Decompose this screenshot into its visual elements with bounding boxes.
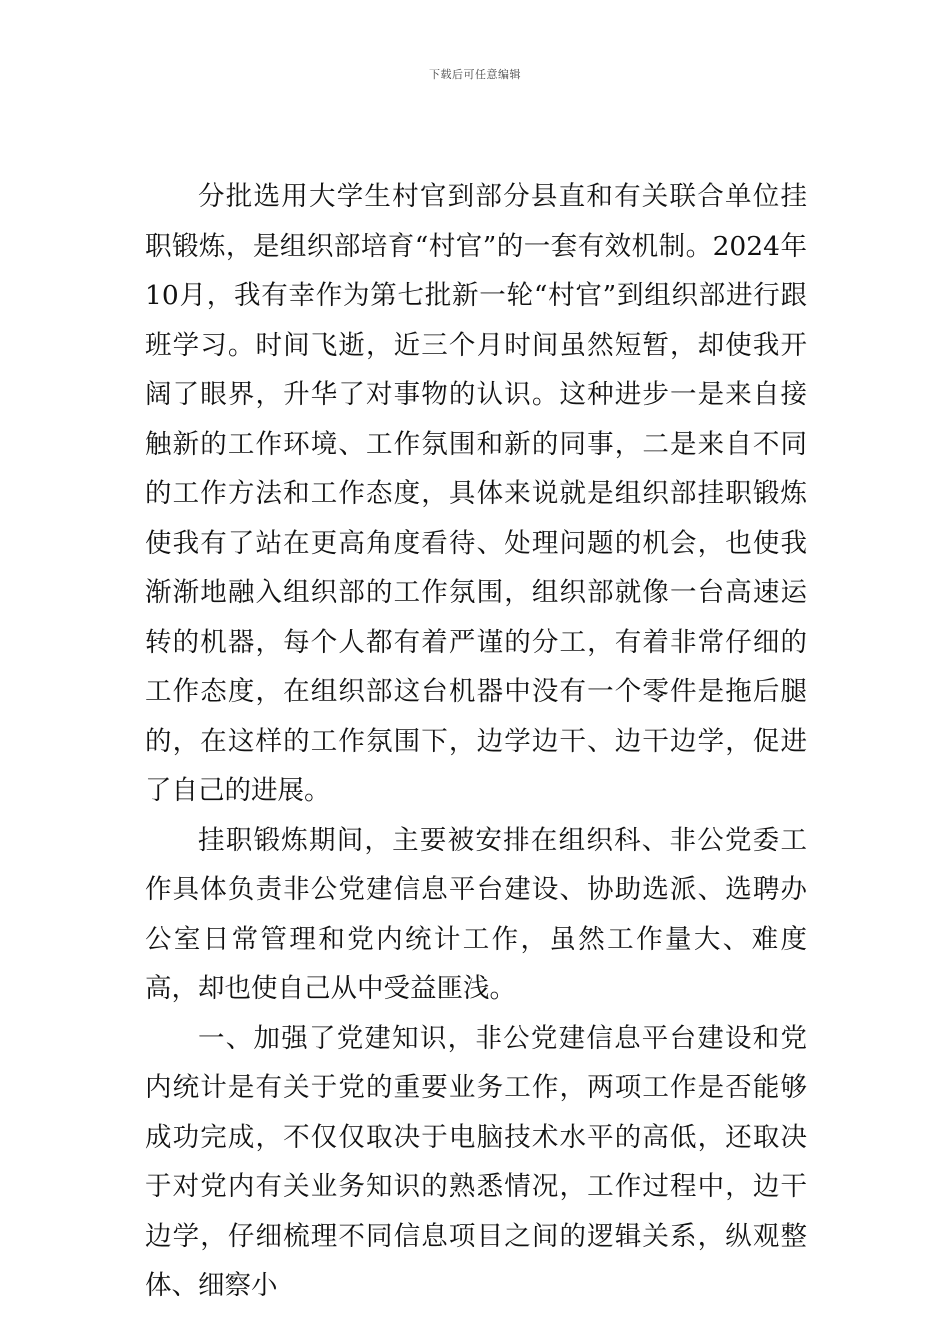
page-header: 下载后可任意编辑 (429, 68, 521, 81)
paragraph-2: 挂职锻炼期间，主要被安排在组织科、非公党委工作具体负责非公党建信息平台建设、协助选派、选聘办公室日常管理和党内统计工作，虽然工作量大、难度高，却也使自己从中受益匪浅。 (145, 824, 807, 1004)
paragraph-1: 分批选用大学生村官到部分县直和有关联合单位挂职锻炼，是组织部培育“村官”的一套有效机制。2024年10月，我有幸作为第七批新一轮“村官”到组织部进行跟班学习。时间飞逝，近三个月时间虽然短暂，却使我开阔了眼界，升华了对事物的认识。这种进步一是来自接触新的工作环境、工作氛围和新的同事，二是来自不同的工作方法和工作态度，具体来说就是组织部挂职锻炼使我有了站在更高角度看待、处理问题的机会，也使我渐渐地融入组织部的工作氛围，组织部就像一台高速运转的机器，每个人都有着严谨的分工，有着非常仔细的工作态度，在组织部这台机器中没有一个零件是拖后腿的，在这样的工作氛围下，边学边干、边干边学，促进了自己的进展。 (145, 181, 807, 806)
document-body (145, 172, 807, 1311)
paragraph-3: 一、加强了党建知识，非公党建信息平台建设和党内统计是有关于党的重要业务工作，两项工作是否能够成功完成，不仅仅取决于电脑技术水平的高低，还取决于对党内有关业务知识的熟悉情况，工作过程中，边干边学，仔细梳理不同信息项目之间的逻辑关系，纵观整体、细察小 (145, 1022, 807, 1301)
